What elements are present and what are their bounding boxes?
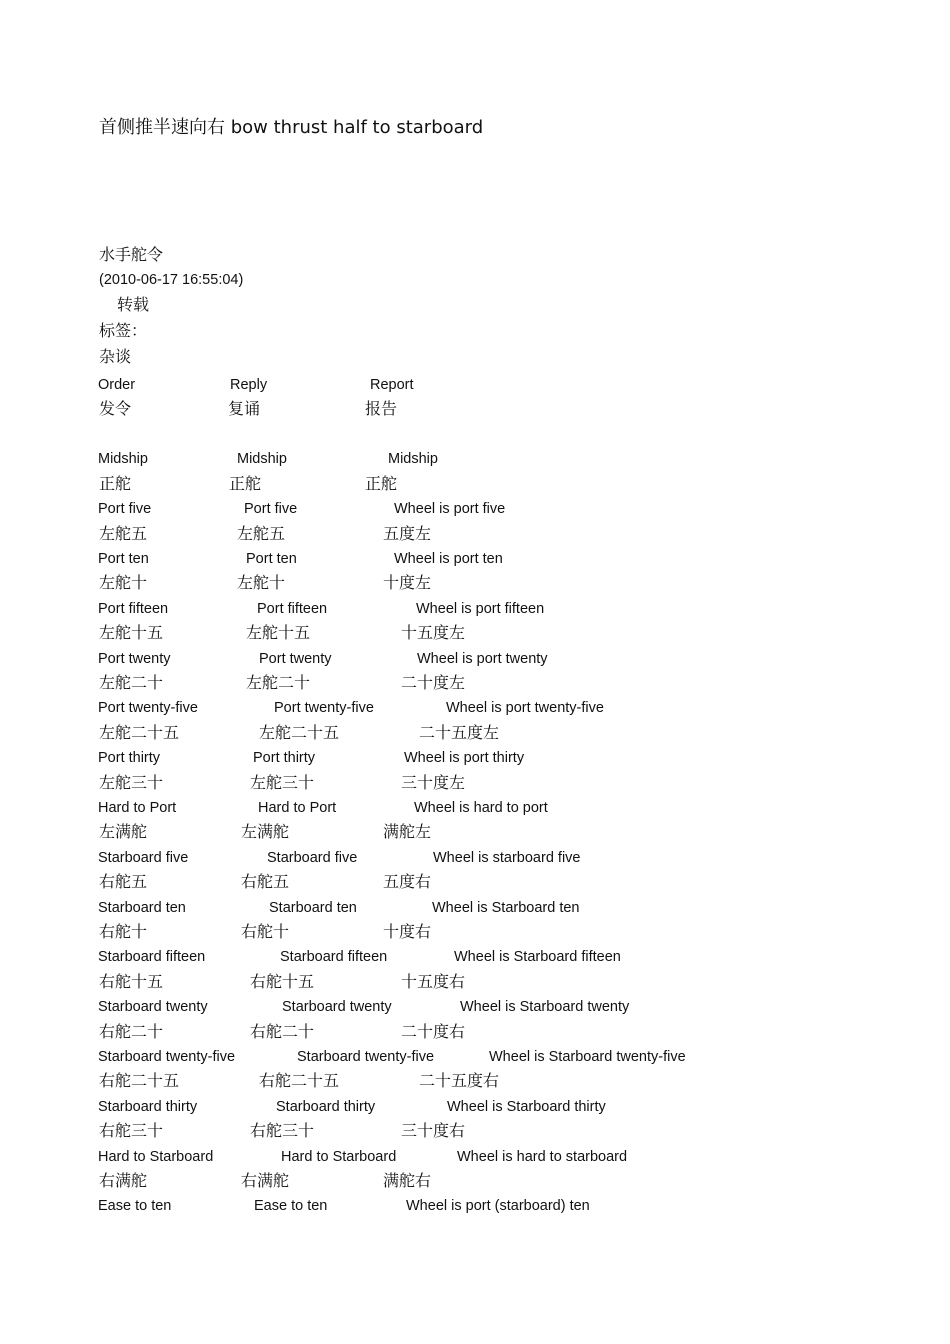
- report-cell: 十度右: [383, 922, 432, 941]
- post-date: (2010-06-17 16:55:04): [99, 272, 244, 288]
- reply-cell: Port five: [244, 501, 298, 517]
- table-row: [0, 598, 950, 620]
- order-cell: 右舵五: [99, 872, 148, 891]
- order-cell: 左舵二十五: [99, 723, 180, 742]
- report-cell: 三十度右: [401, 1121, 466, 1140]
- table-row: [0, 648, 950, 670]
- order-cell: 左满舵: [99, 822, 148, 841]
- report-cell: Wheel is Starboard ten: [432, 900, 580, 916]
- reply-cell: 右舵五: [241, 872, 290, 891]
- report-cell: Midship: [388, 451, 438, 467]
- table-header-en: [0, 374, 950, 396]
- order-cell: Hard to Port: [98, 800, 177, 816]
- report-cell: 二十五度右: [419, 1071, 500, 1090]
- reply-cell: Hard to Starboard: [281, 1149, 397, 1165]
- order-cell: 右舵十: [99, 922, 148, 941]
- order-cell: 左舵三十: [99, 773, 164, 792]
- order-cell: 右舵三十: [99, 1121, 164, 1140]
- order-cell: 右舵二十五: [99, 1071, 180, 1090]
- report-cell: Wheel is port twenty: [417, 651, 548, 667]
- report-cell: Wheel is port (starboard) ten: [406, 1198, 590, 1214]
- table-row: [0, 548, 950, 570]
- order-cell: 正舵: [99, 474, 132, 493]
- reply-cell: 右舵二十: [250, 1022, 315, 1041]
- report-cell: 十度左: [383, 573, 432, 592]
- order-cell: Port ten: [98, 551, 149, 567]
- report-cell: Wheel is Starboard thirty: [447, 1099, 606, 1115]
- report-cell: 三十度左: [401, 773, 466, 792]
- order-cell: Starboard thirty: [98, 1099, 198, 1115]
- table-row: [0, 897, 950, 919]
- report-cell: Wheel is port fifteen: [416, 601, 545, 617]
- reply-cell: Port fifteen: [257, 601, 328, 617]
- report-cell: Wheel is port five: [394, 501, 506, 517]
- report-cell: Wheel is port thirty: [404, 750, 525, 766]
- table-row: [0, 1120, 950, 1142]
- report-cell: 二十度左: [401, 673, 466, 692]
- reply-cell: Ease to ten: [254, 1198, 328, 1214]
- table-row: [0, 1170, 950, 1192]
- report-cell: 满舵左: [383, 822, 432, 841]
- order-cell: Starboard ten: [98, 900, 186, 916]
- reply-cell: 左满舵: [241, 822, 290, 841]
- table-row: [0, 572, 950, 594]
- reply-cell: 右舵十: [241, 922, 290, 941]
- report-cell: Wheel is starboard five: [433, 850, 581, 866]
- table-row: [0, 797, 950, 819]
- report-cell: 二十度右: [401, 1022, 466, 1041]
- header-order: Order: [98, 377, 136, 393]
- header-order-zh: 发令: [99, 399, 132, 418]
- reply-cell: 左舵十五: [246, 623, 311, 642]
- reply-cell: Midship: [237, 451, 287, 467]
- order-cell: Ease to ten: [98, 1198, 172, 1214]
- report-cell: Wheel is Starboard twenty: [460, 999, 630, 1015]
- page-heading: 首侧推半速向右 bow thrust half to starboard: [99, 117, 484, 138]
- table-row: [0, 1096, 950, 1118]
- report-cell: 满舵右: [383, 1171, 432, 1190]
- reply-cell: Starboard twenty: [282, 999, 392, 1015]
- order-cell: Port five: [98, 501, 152, 517]
- order-cell: Starboard five: [98, 850, 189, 866]
- order-cell: 右满舵: [99, 1171, 148, 1190]
- table-row: [0, 448, 950, 470]
- order-cell: 右舵十五: [99, 972, 164, 991]
- report-cell: 正舵: [365, 474, 398, 493]
- order-cell: Port fifteen: [98, 601, 169, 617]
- tag-value: 杂谈: [99, 347, 132, 366]
- header-reply-zh: 复诵: [228, 399, 261, 418]
- reply-cell: 右舵三十: [250, 1121, 315, 1140]
- table-row: [0, 1195, 950, 1217]
- order-cell: 左舵二十: [99, 673, 164, 692]
- reply-cell: Hard to Port: [258, 800, 337, 816]
- reply-cell: 右舵二十五: [259, 1071, 340, 1090]
- table-row: [0, 971, 950, 993]
- reply-cell: Starboard five: [267, 850, 358, 866]
- report-cell: Wheel is hard to starboard: [457, 1149, 628, 1165]
- order-cell: Starboard fifteen: [98, 949, 206, 965]
- order-cell: Midship: [98, 451, 148, 467]
- report-cell: Wheel is port twenty-five: [446, 700, 604, 716]
- reply-cell: Starboard thirty: [276, 1099, 376, 1115]
- report-cell: Wheel is Starboard fifteen: [454, 949, 621, 965]
- reply-cell: 右舵十五: [250, 972, 315, 991]
- reply-cell: Starboard twenty-five: [297, 1049, 435, 1065]
- table-row: [0, 722, 950, 744]
- reply-cell: 右满舵: [241, 1171, 290, 1190]
- reply-cell: 左舵十: [237, 573, 286, 592]
- order-cell: 左舵十: [99, 573, 148, 592]
- table-header-zh: [0, 398, 950, 420]
- table-row: [0, 772, 950, 794]
- table-row: [0, 672, 950, 694]
- table-row: [0, 1146, 950, 1168]
- table-row: [0, 871, 950, 893]
- report-cell: 五度右: [383, 872, 432, 891]
- post-title: 水手舵令: [99, 245, 164, 264]
- header-report-zh: 报告: [365, 399, 398, 418]
- reply-cell: 正舵: [229, 474, 262, 493]
- table-row: [0, 1070, 950, 1092]
- order-cell: Port twenty-five: [98, 700, 198, 716]
- order-cell: 左舵十五: [99, 623, 164, 642]
- table-row: [0, 498, 950, 520]
- report-cell: Wheel is Starboard twenty-five: [489, 1049, 686, 1065]
- reply-cell: 左舵二十: [246, 673, 311, 692]
- table-row: [0, 523, 950, 545]
- table-row: [0, 1021, 950, 1043]
- report-cell: 五度左: [383, 524, 432, 543]
- table-row: [0, 473, 950, 495]
- reply-cell: 左舵三十: [250, 773, 315, 792]
- reply-cell: 左舵五: [237, 524, 286, 543]
- report-cell: Wheel is port ten: [394, 551, 503, 567]
- reply-cell: Port twenty: [259, 651, 332, 667]
- reply-cell: Port thirty: [253, 750, 316, 766]
- report-cell: 十五度右: [401, 972, 466, 991]
- reply-cell: Port ten: [246, 551, 297, 567]
- order-cell: Starboard twenty-five: [98, 1049, 236, 1065]
- report-cell: Wheel is hard to port: [414, 800, 548, 816]
- header-report: Report: [370, 377, 414, 393]
- table-row: [0, 921, 950, 943]
- table-row: [0, 1046, 950, 1068]
- reply-cell: Port twenty-five: [274, 700, 374, 716]
- table-row: [0, 946, 950, 968]
- order-cell: Port twenty: [98, 651, 171, 667]
- report-cell: 二十五度左: [419, 723, 500, 742]
- reply-cell: Starboard ten: [269, 900, 357, 916]
- header-reply: Reply: [230, 377, 268, 393]
- table-row: [0, 622, 950, 644]
- table-row: [0, 747, 950, 769]
- repost-label: 转载: [117, 295, 150, 314]
- order-cell: 左舵五: [99, 524, 148, 543]
- reply-cell: 左舵二十五: [259, 723, 340, 742]
- report-cell: 十五度左: [401, 623, 466, 642]
- order-cell: Starboard twenty: [98, 999, 208, 1015]
- order-cell: 右舵二十: [99, 1022, 164, 1041]
- reply-cell: Starboard fifteen: [280, 949, 388, 965]
- table-row: [0, 697, 950, 719]
- order-cell: Hard to Starboard: [98, 1149, 214, 1165]
- table-row: [0, 847, 950, 869]
- table-row: [0, 996, 950, 1018]
- table-row: [0, 821, 950, 843]
- order-cell: Port thirty: [98, 750, 161, 766]
- tags-label: 标签：: [99, 321, 148, 340]
